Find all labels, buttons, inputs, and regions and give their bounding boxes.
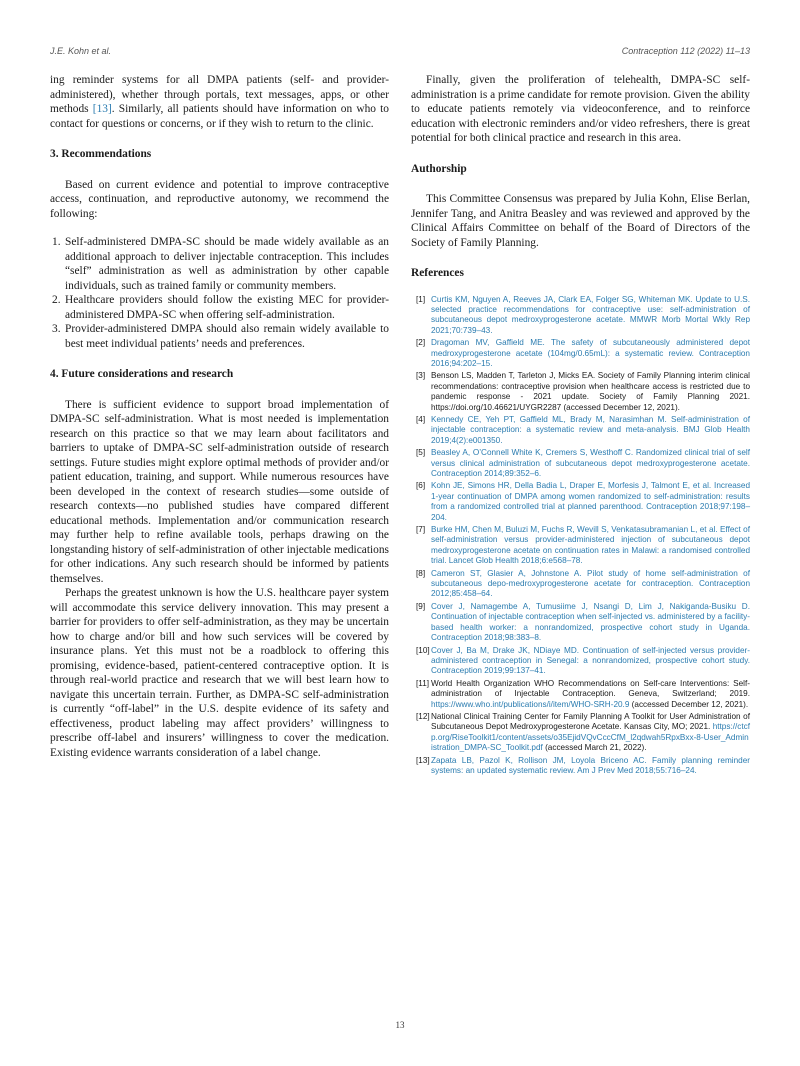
reference-number: [2]: [416, 338, 426, 348]
citation-link-13[interactable]: [13]: [92, 103, 112, 115]
reference-accessed: (accessed December 12, 2021).: [631, 699, 749, 709]
reference-link[interactable]: Beasley A, O’Connell White K, Cremers S, Westhoff C. Randomized clinical trial of self versus clinical administration of subcutaneous depot medroxyprogesterone acetate. Contraception 2014;89:352–6.: [431, 448, 750, 478]
reference-accessed: (accessed March 21, 2022).: [545, 743, 647, 753]
reference-number: [6]: [416, 481, 426, 491]
reference-link[interactable]: Zapata LB, Pazol K, Rollison JM, Loyola Briceno AC. Family planning reminder systems: an updated systematic review. Am J Prev Med 2018;55:716–24.: [431, 755, 750, 775]
list-item-number: 2.: [52, 294, 61, 306]
reference-link[interactable]: Kennedy CE, Yeh PT, Gaffield ML, Brady M, Narasimhan M. Self-administration of injectable contraception: a systematic review and meta-analysis. BMJ Glob Health 2019;4(2):e001350.: [431, 414, 750, 445]
reference-item: [411, 569, 750, 600]
continued-paragraph-text: ing reminder systems for all DMPA patients (self- and provider-administered), whether through portals, text messages, apps, or other methods: [50, 74, 389, 115]
reference-number: [8]: [416, 568, 426, 578]
future-research-paragraph-1: There is sufficient evidence to support broad implementation of DMPA-SC self-administration. What is most needed is implementation research on this practice so that we may learn about facilitators and barriers to uptake of DMPA-SC self-administration outside of research settings. Future studies might explore optimal methods of provider and/or patient education, training, and support. While numerous resources have been developed in the context of research studies—some outside of research contexts—no published studies have compared different educational methods. Implementation and/or communication research may further help to refine available tools, perhaps drawing on the longstanding history of self-administration of other injectable medications for other indications. Any such research should be informed by patients themselves.: [50, 398, 389, 585]
reference-number: [10]: [416, 645, 430, 655]
section-heading-references: References: [411, 267, 464, 279]
list-item: [50, 322, 389, 351]
running-head: [50, 46, 750, 60]
reference-number: [4]: [416, 414, 426, 424]
reference-number: [3]: [416, 371, 426, 381]
recommendations-list: [50, 235, 389, 351]
right-column: [411, 73, 750, 778]
reference-item: [411, 338, 750, 369]
reference-url-link[interactable]: https://www.who.int/publications/i/item/WHO-SRH-20.9: [431, 699, 630, 709]
reference-text: World Health Organization WHO Recommendations on Self-care Interventions: Self-administration of Injectable Contraception. Geneva, Switzerland; 2019.: [431, 678, 750, 699]
section-heading-authorship: Authorship: [411, 162, 467, 175]
reference-text: Benson LS, Madden T, Tarleton J, Micks EA. Society of Family Planning interim clinical recommendations: contraceptive provision when healthcare access is restricted due to pandemic response - 2021 update. Society of Family Planning 2021. https://doi.org/10.46621/UYGR2287 (accessed December 12, 2021).: [431, 371, 750, 412]
reference-item: [411, 371, 750, 413]
reference-item: [411, 415, 750, 446]
list-item-text: Provider-administered DMPA should also remain widely available to best meet individual patients’ needs and preferences.: [65, 323, 389, 350]
section-heading-future-research: 4. Future considerations and research: [50, 368, 234, 380]
reference-list: [411, 295, 750, 777]
reference-number: [1]: [416, 294, 426, 304]
list-item: [50, 235, 389, 293]
reference-link[interactable]: Dragoman MV, Gaffield ME. The safety of subcutaneously administered depot medroxyprogesterone acetate (104mg/0.65mL): a systematic review. Contraception 2016;94:202–15.: [431, 338, 750, 368]
reference-link[interactable]: Kohn JE, Simons HR, Della Badia L, Draper E, Morfesis J, Talmont E, et al. Increased 1-year continuation of DMPA among women randomized to self-administration: results from a randomized controlled trial at planned parenthood. Contraception 2018;97:198–204.: [431, 481, 750, 522]
reference-text: National Clinical Training Center for Family Planning A Toolkit for User Administration of Subcutaneous Depot Medroxyprogesterone Acetate. Kansas City, MO; 2021.: [431, 711, 750, 732]
reference-number: [9]: [416, 601, 426, 611]
authorship-paragraph: This Committee Consensus was prepared by Julia Kohn, Elise Berlan, Jennifer Tang, and Anitra Beasley and was reviewed and approved by the Clinical Affairs Committee on behalf of the Board of Directors of the Society of Family Planning.: [411, 193, 750, 249]
reference-url-link[interactable]: https://ctcfp.org/RiseToolkit1/content/assets/o35EjidVQvCccCfM_l2qdwah5RpxBxx-8-User_Administration_DMPA-SC_Toolkit.pdf: [431, 722, 750, 753]
reference-item: [411, 525, 750, 567]
reference-item: [411, 679, 750, 710]
continued-paragraph-tail: . Similarly, all patients should have information on who to contact for questions or concerns, or if they wish to return to the clinic.: [50, 103, 389, 130]
reference-item: [411, 712, 750, 754]
reference-item: [411, 448, 750, 479]
reference-item: [411, 602, 750, 644]
list-item-text: Self-administered DMPA-SC should be made widely available as an additional approach to deliver injectable contraception. This includes “self” administration as well as administration by other capable individuals, such as trained family or community members.: [65, 236, 389, 292]
reference-number: [5]: [416, 448, 426, 458]
reference-item: [411, 481, 750, 523]
reference-number: [12]: [416, 711, 430, 721]
reference-link[interactable]: Curtis KM, Nguyen A, Reeves JA, Clark EA, Folger SG, Whiteman MK. Update to U.S. selected practice recommendations for contraceptive use: self-administration of subcutaneous depot medroxyprogesterone acetate. MMWR Morb Mortal Wkly Rep 2021;70:739–43.: [431, 294, 750, 335]
left-column: [50, 73, 389, 760]
reference-item: [411, 646, 750, 677]
reference-item: [411, 295, 750, 337]
list-item-number: 1.: [52, 236, 61, 248]
page-number: 13: [395, 1020, 405, 1030]
recommendations-intro: Based on current evidence and potential to improve contraceptive access, continuation, and reproductive autonomy, we recommend the following:: [50, 178, 389, 220]
list-item: [50, 293, 389, 322]
reference-number: [13]: [416, 755, 430, 765]
reference-number: [7]: [416, 525, 426, 535]
reference-link[interactable]: Cover J, Ba M, Drake JK, NDiaye MD. Continuation of self-injected versus provider-administered contraception in Senegal: a nonrandomized, prospective cohort study. Contraception 2019;99:137–41.: [431, 645, 750, 676]
list-item-number: 3.: [52, 323, 61, 335]
reference-link[interactable]: Burke HM, Chen M, Buluzi M, Fuchs R, Wevill S, Venkatasubramanian L, et al. Effect of self-administration versus provider-administered injection of subcutaneous depot medroxyprogesterone acetate on continuation rates in Malawi: a randomised controlled trial. Lancet Glob Health 2018;6:e568–78.: [431, 525, 750, 566]
reference-link[interactable]: Cover J, Namagembe A, Tumusiime J, Nsangi D, Lim J, Nakiganda-Busiku D. Continuation of injectable contraception when self-injected vs. administered by a facility-based health worker: a nonrandomized, prospective cohort study in Uganda. Contraception 2018;98:383–8.: [431, 601, 750, 643]
reference-number: [11]: [416, 678, 430, 688]
telehealth-paragraph: Finally, given the proliferation of telehealth, DMPA-SC self-administration is a prime candidate for remote provision. Given the ability to educate patients remotely via videoconference, and to reinforce education with electronic reminders and/or video refreshers, there is great potential for both clinical practice and research in this area.: [411, 74, 750, 144]
running-head-authors: J.E. Kohn et al.: [50, 46, 112, 56]
list-item-text: Healthcare providers should follow the existing MEC for provider-administered DMPA-SC when offering self-administration.: [65, 294, 389, 321]
section-heading-recommendations: 3. Recommendations: [50, 148, 152, 160]
running-head-journal: Contraception 112 (2022) 11–13: [621, 46, 750, 56]
reference-link[interactable]: Cameron ST, Glasier A, Johnstone A. Pilot study of home self-administration of subcutaneous depo-medroxyprogesterone acetate for contraception. Contraception 2012;85:458–64.: [431, 568, 750, 599]
future-research-paragraph-2: Perhaps the greatest unknown is how the U.S. healthcare payer system will accommodate this service delivery innovation. This may present a barrier for providers to offer self-administration, as they may be uncertain how to charge and/or bill and how such services will be covered by insurance plans. Yet this must not be a roadblock to offering this promising, evidence-based, patient-centered contraceptive option. It is through real-world practice and research that we will best learn how to navigate this uncertain terrain. Further, as DMPA-SC self-administration is currently “off-label” in the U.S. despite evidence of its safety and effectiveness, product labeling may affect providers’ willingness to prescribe off-label and insurers’ willingness to cover the medication. Existing evidence warrants consideration of a label change.: [50, 587, 389, 759]
continued-paragraph: [50, 73, 389, 131]
reference-item: [411, 756, 750, 777]
